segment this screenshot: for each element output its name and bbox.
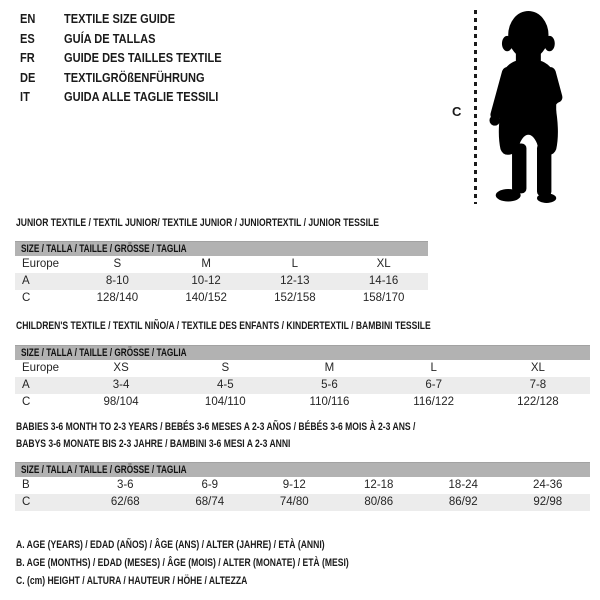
table-cell: 3-4 (69, 377, 173, 394)
table-cell: 5-6 (277, 377, 381, 394)
table-row-age-months (15, 477, 590, 494)
table-cell: 6-9 (201, 479, 219, 491)
size-header-band: SIZE / TALLA / TAILLE / GRÖSSE / TAGLIA (15, 346, 590, 361)
row-label: Europe (22, 258, 60, 270)
row-label: A (15, 273, 73, 290)
table-row-age-years (15, 273, 428, 290)
table-cell: XL (376, 258, 391, 270)
language-row-de (20, 68, 249, 88)
table-cell: 110/116 (309, 396, 350, 408)
children-textile-table (15, 345, 590, 411)
table-cell: 86/92 (421, 494, 506, 511)
language-code: DE (20, 69, 36, 85)
language-code: FR (20, 50, 35, 65)
legend-line-a: A. AGE (YEARS) / EDAD (AÑOS) / ÂGE (ANS) / ALTER (JAHRE) / ETÀ (ANNI) (16, 539, 325, 551)
language-row-es (20, 29, 249, 49)
table-cell: 4-5 (173, 377, 277, 394)
babies-table-title: BABIES 3-6 MONTH TO 2-3 YEARS / BEBÉS 3-6 MESES A 2-3 AÑOS / BÉBÉS 3-6 MOIS À 2-3 ANS / BABYS 3-6 MONATE BIS 2-3 JAHRE / BAMBINI 3-6 MESI A 2-3 ANNI (16, 421, 416, 450)
table-cell: L (291, 258, 299, 270)
table-cell: 68/74 (168, 494, 253, 511)
table-cell: 158/170 (362, 292, 405, 304)
junior-textile-table (15, 241, 428, 307)
children-table-title: CHILDREN'S TEXTILE / TEXTIL NIÑO/A / TEXTILE DES ENFANTS / KINDERTEXTIL / BAMBINI TESSILE (16, 320, 431, 332)
size-header-band: SIZE / TALLA / TAILLE / GRÖSSE / TAGLIA (15, 463, 590, 478)
size-header-band: SIZE / TALLA / TAILLE / GRÖSSE / TAGLIA (15, 242, 428, 257)
table-cell: 74/80 (252, 494, 337, 511)
table-cell: 9-12 (282, 479, 306, 491)
row-label: A (15, 377, 69, 394)
table-cell: S (113, 258, 122, 270)
language-label: TEXTILGRÖßENFÜHRUNG (63, 69, 205, 85)
height-measure-dashed-line (474, 10, 477, 204)
row-label: B (22, 479, 30, 491)
language-code: EN (20, 11, 36, 26)
language-label: GUÍA DE TALLAS (63, 30, 156, 46)
table-cell: S (221, 362, 230, 374)
table-cell: 6-7 (382, 377, 486, 394)
table-row-europe (15, 360, 590, 377)
table-cell: 128/140 (96, 292, 139, 304)
row-label: C (15, 494, 83, 511)
table-cell: XS (113, 362, 129, 374)
table-cell: 140/152 (185, 292, 227, 304)
babies-textile-table (15, 462, 590, 511)
table-cell: 152/158 (274, 292, 316, 304)
language-label: GUIDE DES TAILLES TEXTILE (63, 50, 222, 65)
language-row-en (20, 9, 249, 29)
table-row-age-years (15, 377, 590, 394)
table-cell: 10-12 (162, 273, 251, 290)
language-code: ES (20, 30, 35, 46)
language-code: IT (20, 89, 30, 104)
legend-line-b: B. AGE (MONTHS) / EDAD (MESES) / ÂGE (MOIS) / ALTER (MONATE) / ETÀ (MESI) (16, 557, 349, 569)
table-cell: 62/68 (83, 494, 168, 511)
table-row-height (15, 394, 590, 411)
table-cell: 12-13 (251, 273, 340, 290)
row-label: Europe (22, 362, 60, 374)
table-cell: 3-6 (116, 479, 134, 491)
height-label-c: C (452, 104, 462, 119)
table-cell: 92/98 (506, 494, 591, 511)
table-cell: 116/122 (413, 396, 455, 408)
junior-table-title: JUNIOR TEXTILE / TEXTIL JUNIOR/ TEXTILE JUNIOR / JUNIORTEXTIL / JUNIOR TESSILE (16, 217, 379, 229)
language-row-it (20, 87, 249, 107)
language-title-list (20, 9, 249, 107)
table-cell: L (430, 362, 437, 374)
row-label: C (22, 292, 31, 304)
table-cell: 14-16 (339, 273, 428, 290)
table-row-height (15, 494, 590, 511)
table-cell: 12-18 (364, 479, 394, 491)
table-cell: 8-10 (73, 273, 162, 290)
table-row-height (15, 290, 428, 307)
language-label: TEXTILE SIZE GUIDE (63, 11, 175, 26)
table-cell: 24-36 (533, 479, 563, 491)
toddler-silhouette-icon (489, 6, 585, 206)
table-cell: M (201, 258, 211, 270)
table-cell: 122/128 (517, 396, 559, 408)
table-cell: 80/86 (337, 494, 422, 511)
language-row-fr (20, 48, 249, 68)
row-label: C (22, 396, 31, 408)
table-cell: 18-24 (448, 479, 478, 491)
table-row-europe (15, 256, 428, 273)
table-cell: M (324, 362, 335, 374)
table-cell: XL (530, 362, 545, 374)
language-label: GUIDA ALLE TAGLIE TESSILI (63, 89, 218, 104)
table-cell: 7-8 (486, 377, 590, 394)
table-cell: 104/110 (204, 396, 246, 408)
table-cell: 98/104 (103, 396, 139, 408)
legend-line-c: C. (cm) HEIGHT / ALTURA / HAUTEUR / HÖHE / ALTEZZA (16, 575, 248, 587)
